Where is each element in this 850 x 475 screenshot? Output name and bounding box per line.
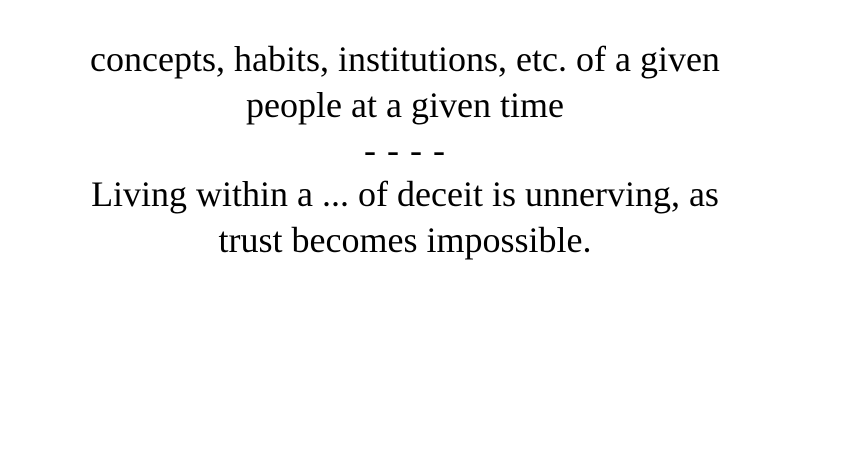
definition-line: people at a given time (246, 85, 564, 125)
separator: - - - - (364, 130, 446, 170)
example-sentence (0, 171, 810, 263)
example-line: Living within a ... of deceit is unnerving, as (91, 174, 719, 214)
example-line: trust becomes impossible. (218, 220, 592, 260)
definition-line: concepts, habits, institutions, etc. of a given (90, 39, 720, 79)
definition-text (0, 36, 810, 128)
